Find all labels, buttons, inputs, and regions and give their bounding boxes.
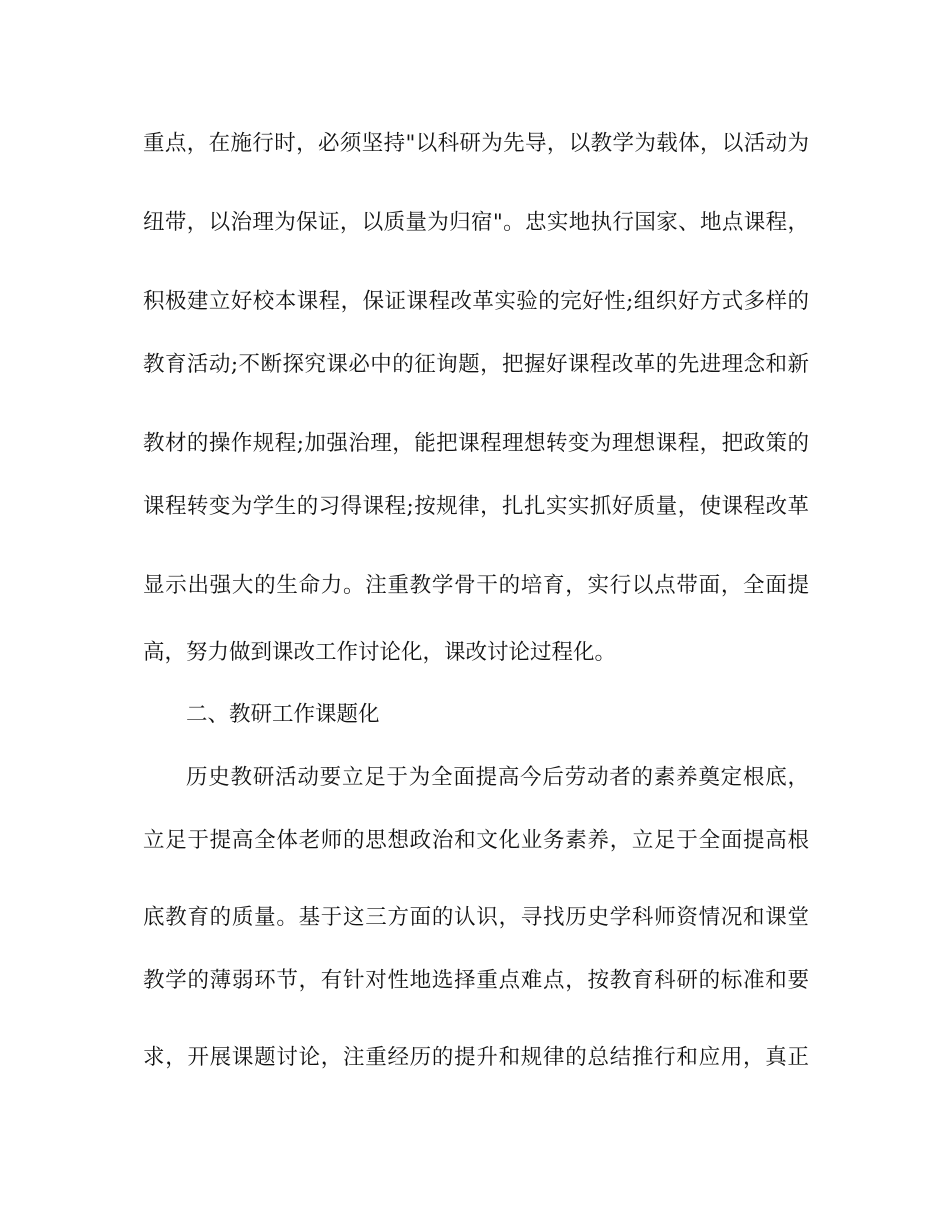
paragraph-line: 教学的薄弱环节，有针对性地选择重点难点，按教育科研的标准和要 [143, 968, 809, 993]
paragraph-line: 教材的操作规程;加强治理，能把课程理想转变为理想课程，把政策的 [143, 431, 809, 456]
paragraph-line: 高，努力做到课改工作讨论化，课改讨论过程化。 [143, 640, 617, 665]
paragraph-line: 纽带，以治理为保证，以质量为归宿"。忠实地执行国家、地点课程， [143, 210, 809, 235]
paragraph-line: 课程转变为学生的习得课程;按规律，扎扎实实抓好质量，使课程改革 [143, 494, 809, 519]
paragraph-line: 底教育的质量。基于这三方面的认识，寻找历史学科师资情况和课堂 [143, 905, 809, 930]
paragraph-line: 立足于提高全体老师的思想政治和文化业务素养，立足于全面提高根 [143, 828, 809, 853]
paragraph-line: 显示出强大的生命力。注重教学骨干的培育，实行以点带面，全面提 [143, 573, 809, 598]
paragraph-line: 求，开展课题讨论，注重经历的提升和规律的总结推行和应用，真正 [143, 1045, 809, 1070]
paragraph-line: 教育活动;不断探究课必中的征询题，把握好课程改革的先进理念和新 [143, 352, 809, 377]
paragraph-line: 积极建立好校本课程，保证课程改革实验的完好性;组织好方式多样的 [143, 289, 809, 314]
section-heading: 二、教研工作课题化 [186, 702, 380, 727]
paragraph-line: 重点，在施行时，必须坚持"以科研为先导，以教学为载体，以活动为 [143, 131, 809, 156]
paragraph-line: 历史教研活动要立足于为全面提高今后劳动者的素养奠定根底， [186, 765, 809, 790]
